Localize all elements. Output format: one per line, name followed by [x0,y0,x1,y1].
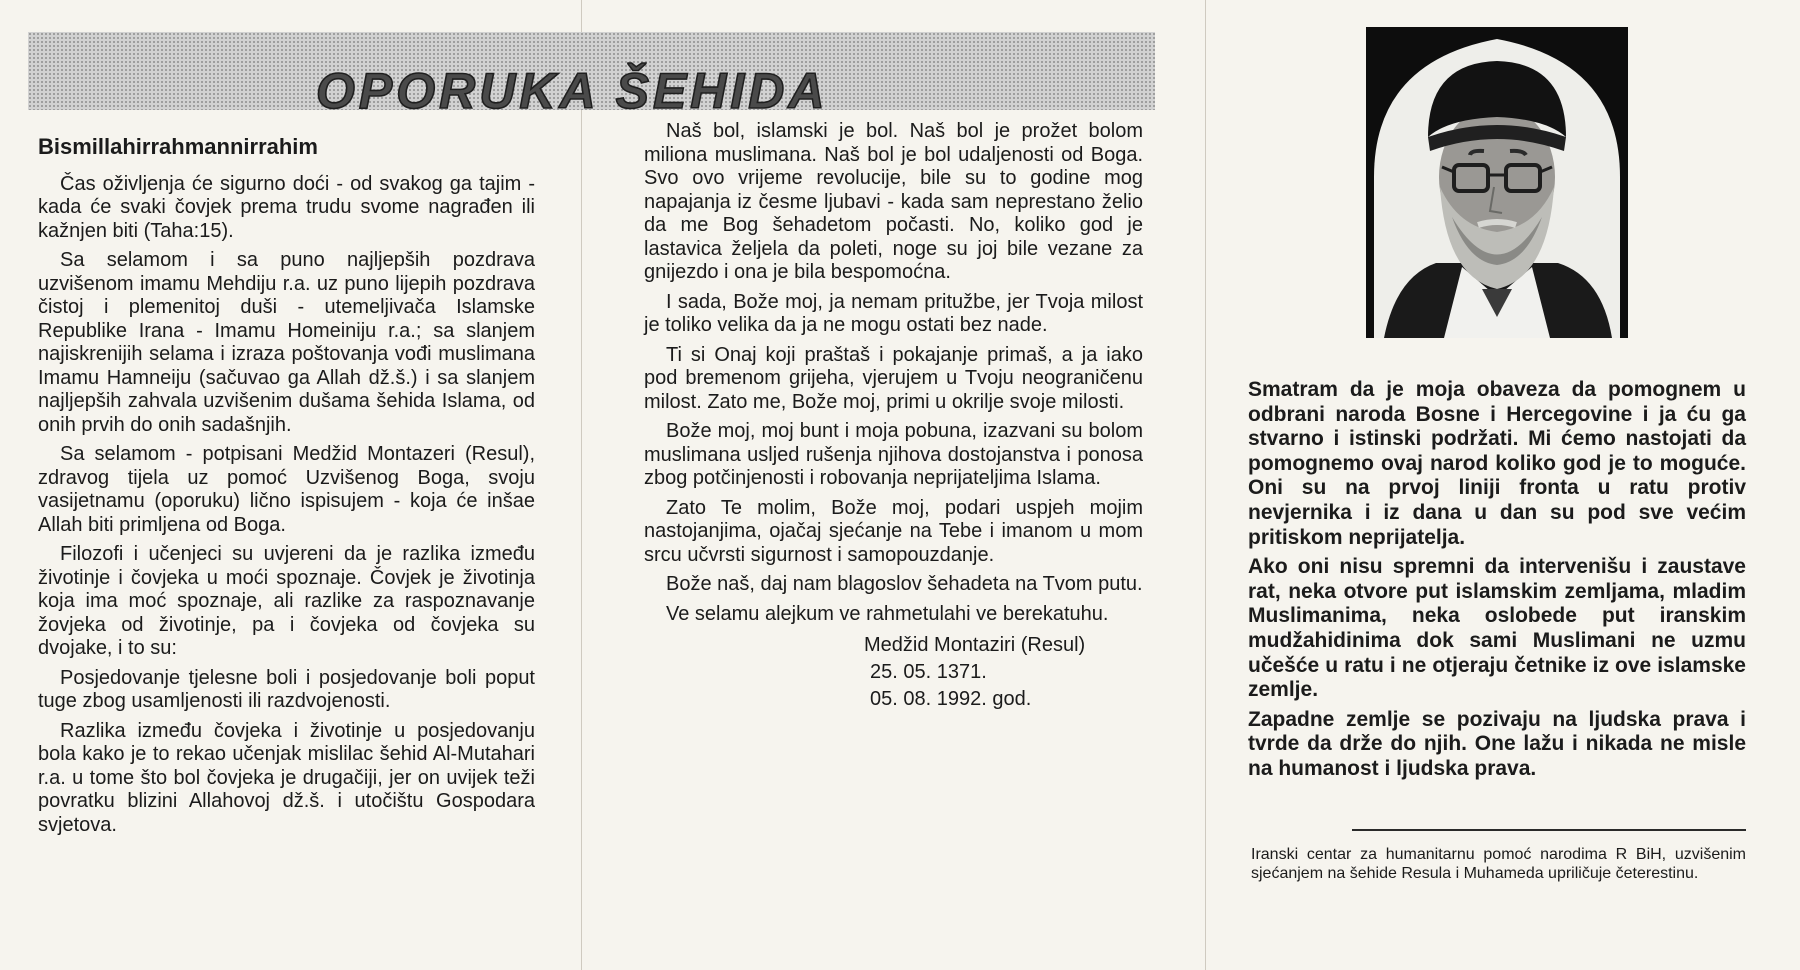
paragraph: Posjedovanje tjelesne boli i posjedovanje boli poput tuge zbog usamljenosti ili razdvojenosti. [38,666,535,712]
paragraph: Filozofi i učenjeci su uvjereni da je razlika između životinje i čovjeka u moći spoznaje. Čovjek je životinja koja ima moć spoznaje, ali razlike za raspoznavanje žovjeka od životinje, pa i čovjeka od čovjeka su dvojake, i to su: [38,543,535,659]
portrait-icon [1366,27,1628,338]
page-title: OPORUKA ŠEHIDA [316,63,829,119]
signature-date: 05. 08. 1992. god. [870,688,1032,710]
paragraph: Sa selamom - potpisani Medžid Montazeri (Resul), zdravog tijela uz pomoć Uzvišenog Boga, svoju vasijetnamu (oporuku) lično ispisujem - koja će inšae Allah biti primljena od Boga. [38,443,535,536]
paragraph: Ve selamu alejkum ve rahmetulahi ve berekatuhu. [666,602,1109,625]
paragraph: Sa selamom i sa puno najljepših pozdrava uzvišenom imamu Mehdiju r.a. uz puno lijepih pozdrava čistoj i plemenitoj duši - utemeljivača Islamske Republike Irana - Imamu Homeiniju r.a.; sa slanjem najiskrenijih selama i izraza poštovanja vođi muslimana Imamu Hamneiju (sačuvao ga Allah dž.š.) i sa slanjem najljepših zahvala uzvišenim dušama šehida Islama, od onih prvih do onih sadašnjih. [38,249,535,436]
paragraph: Čas oživljenja će sigurno doći - od svakog ga tajim - kada će svaki čovjek prema trudu svome nagrađen ili kažnjen biti (Taha:15). [38,172,535,242]
signature-block [864,632,1143,713]
paragraph: Smatram da je moja obaveza da pomognem u odbrani naroda Bosne i Hercegovine i ja ću ga stvarno i istinski podržati. Mi ćemo nastojati da pomognemo ovaj narod koliko god je to moguće. Oni su na prvoj liniji fronta u ratu protiv nevjernika i iz dana u dan su pod sve većim pritiskom neprijatelja. [1248,378,1746,549]
paragraph: Razlika između čovjeka i životinje u posjedovanju bola kako je to rekao učenjak mislilac šehid Al-Mutahari r.a. u tome što bol čovjeka je drugačiji, jer on uvijek teži povratku blizini Allahovoj dž.š. i utočištu Gospodara svjetova. [38,719,535,836]
paragraph: Zapadne zemlje se pozivaju na ljudska prava i tvrde da drže do njih. One lažu i nikada ne misle na humanost i ljudska prava. [1248,707,1746,780]
fold-line [581,0,582,970]
signature-name: Medžid Montaziri (Resul) [864,634,1086,656]
paragraph: Bože naš, daj nam blagoslov šehadeta na Tvom putu. [666,573,1143,595]
divider [1352,829,1746,831]
fold-line [1205,0,1206,970]
column-middle [644,120,1143,713]
portrait-photo [1366,27,1628,338]
column-heading: Bismillahirrahmannirrahim [38,134,318,159]
signature-date-hijri: 25. 05. 1371. [870,661,987,683]
footnote [1251,846,1746,883]
paragraph: I sada, Bože moj, ja nemam pritužbe, jer Tvoja milost je toliko velika da ja ne mogu ostati bez nade. [644,290,1143,336]
paragraph: Bože moj, moj bunt i moja pobuna, izazvani su bolom muslimana usljed rušenja njihova dostojanstva i ponosa zbog potčinjenosti i robovanja neprijateljima Islama. [644,420,1143,489]
paragraph: Zato Te molim, Bože moj, podari uspjeh mojim nastojanjima, ojačaj sjećanje na Tebe i imanom u mom srcu učvrsti sigurnost i samopouzdanje. [644,496,1143,566]
paragraph: Ako oni nisu spremni da intervenišu i zaustave rat, neka otvore put islamskim zemljama, mladim Muslimanima, neka oslobede put iranskim mudžahidinima dok sami Muslimani ne uzmu učešće u ratu i ne otjeraju četnike iz ove islamske zemlje. [1248,555,1746,702]
footnote-text: Iranski centar za humanitarnu pomoć narodima R BiH, uzvišenim sjećanjem na šehide Resula i Muhameda upriličuje četerestinu. [1251,846,1746,882]
column-right [1248,378,1746,787]
paragraph: Ti si Onaj koji praštaš i pokajanje primaš, a ja iako pod bremenom grijeha, vjerujem u Tvoju neograničenu milost. Zato me, Bože moj, primi u okrilje svoje milosti. [644,343,1143,413]
title-banner [28,32,1155,119]
paragraph: Naš bol, islamski je bol. Naš bol je prožet bolom miliona muslimana. Naš bol je bol udaljenosti od Boga. Svo ovo vrijeme revolucije, bile su to godine mog napajanja iz česme ljubavi - kada sam neprestano želio da me Bog šehadetom počasti. No, koliko god je lastavica željela da poleti, noge su joj bile vezane za gnijezdo i ona je bila bespomoćna. [644,120,1143,283]
column-left [38,135,535,843]
